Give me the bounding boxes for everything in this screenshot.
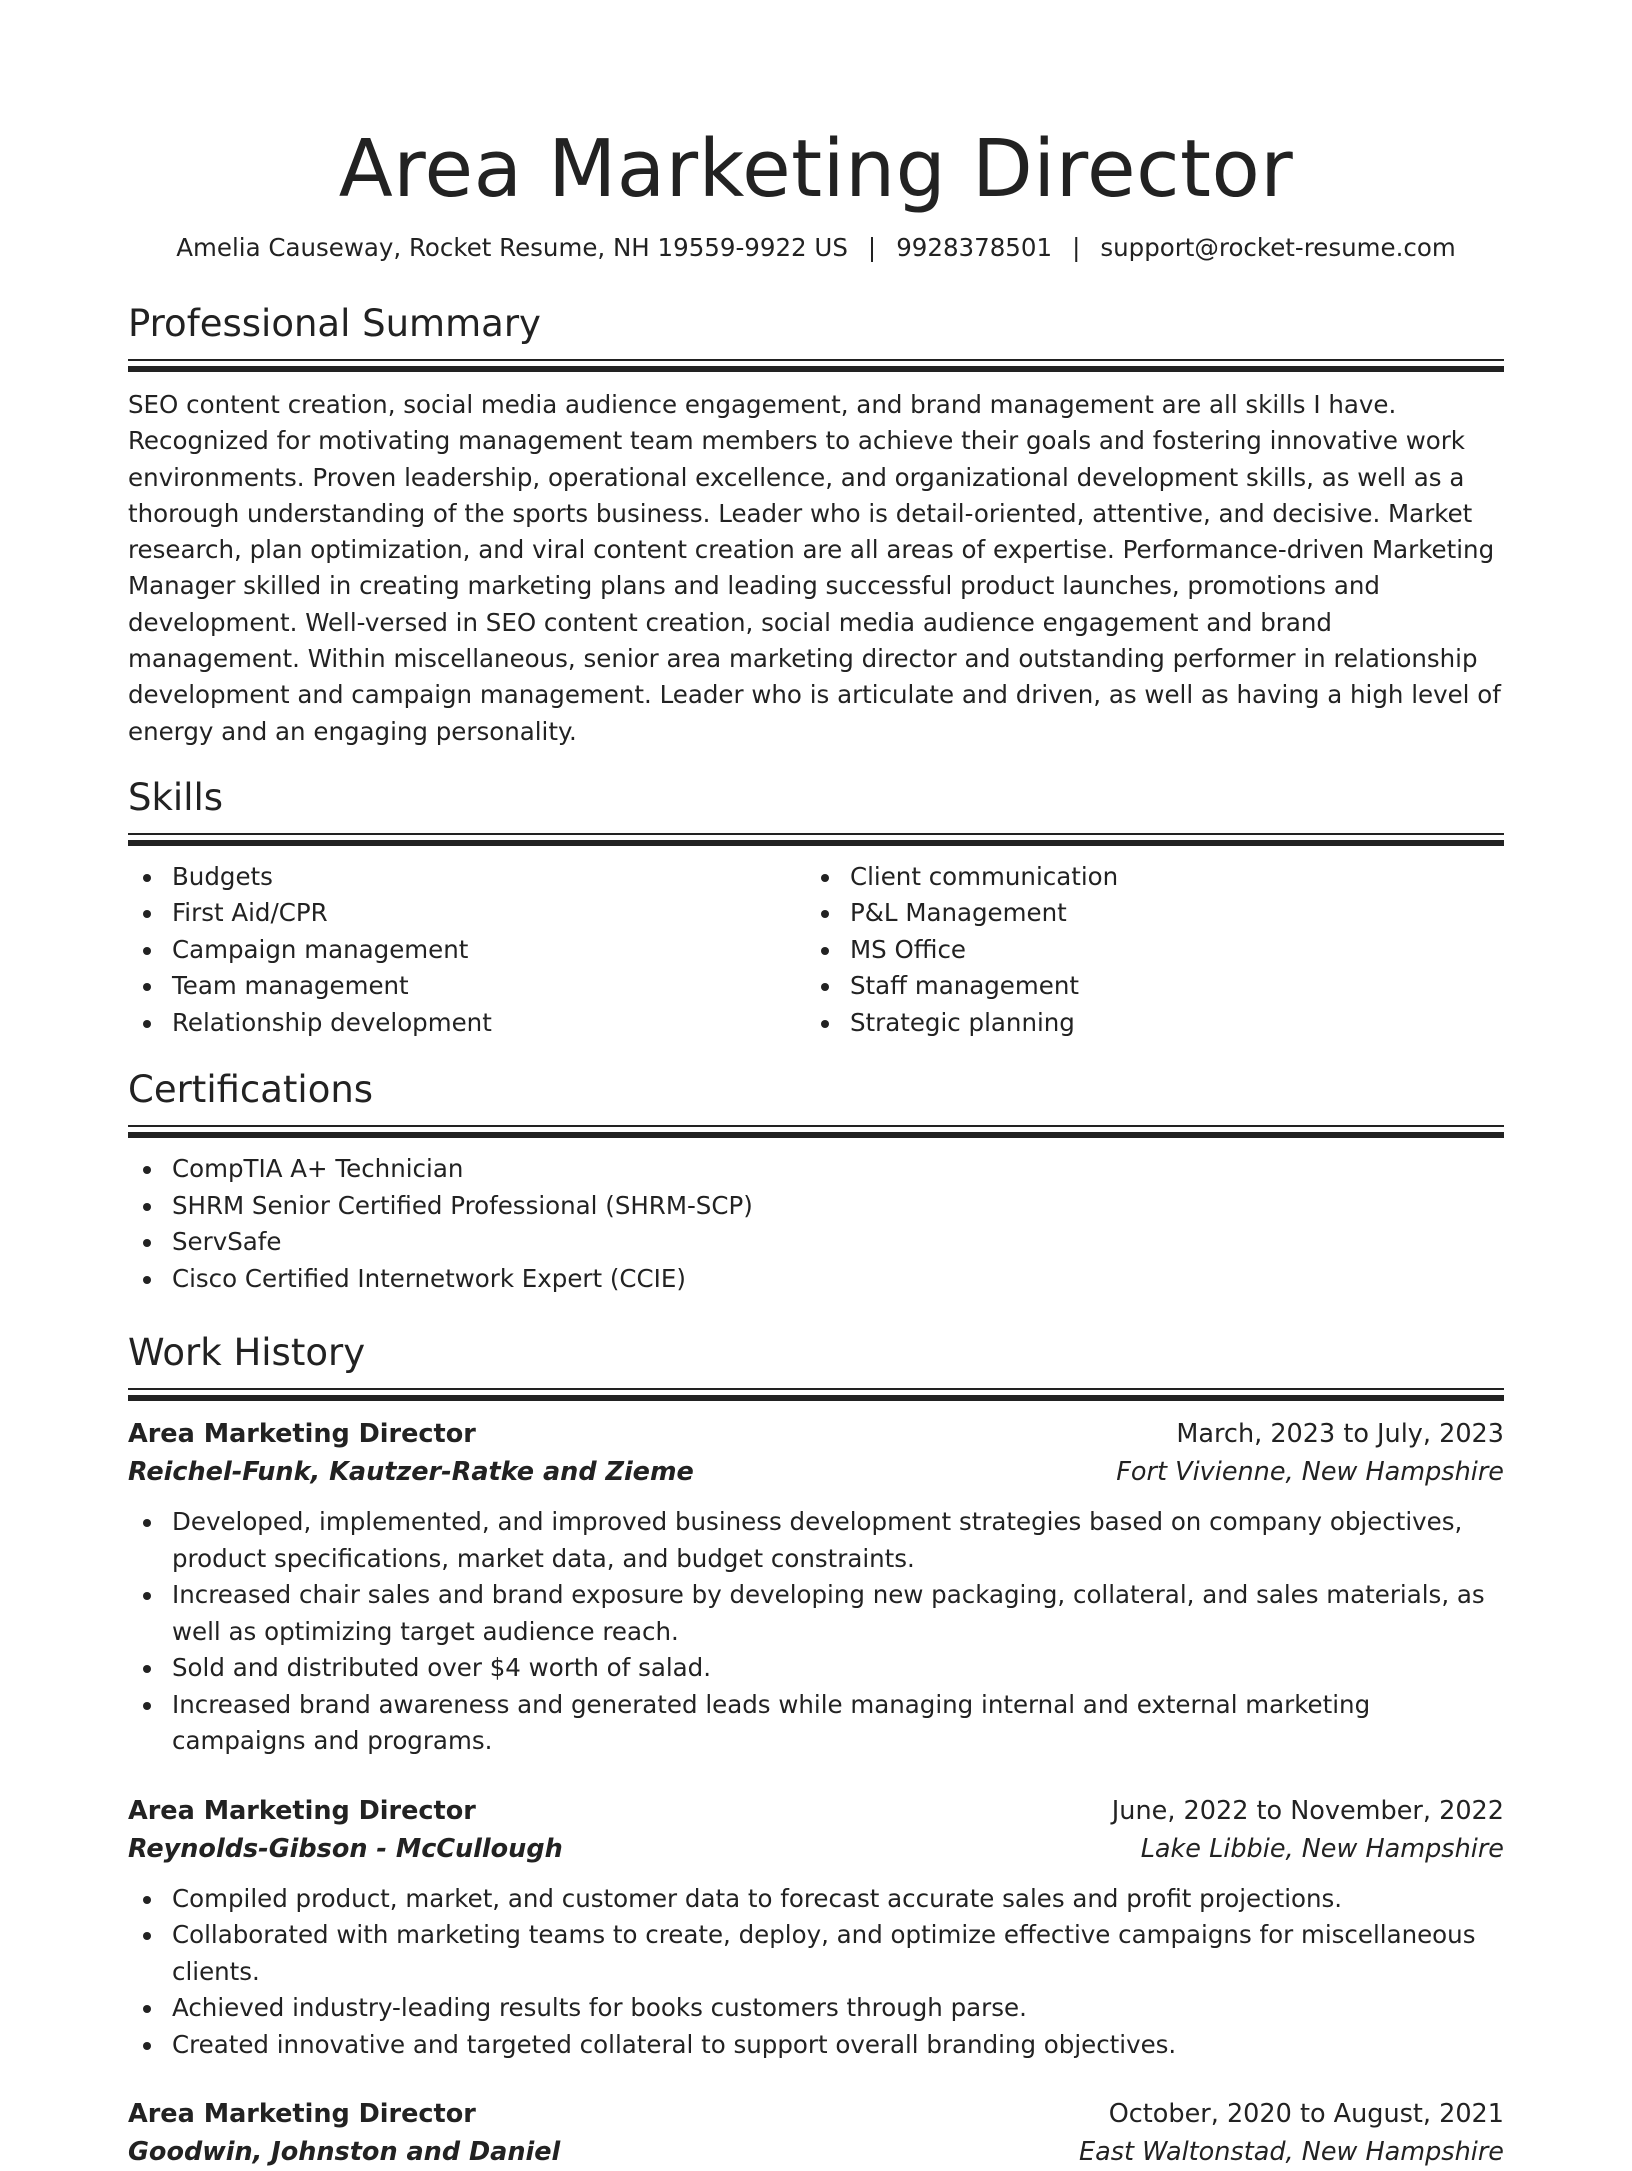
skill-item: First Aid/CPR [128, 895, 806, 932]
job-bullet: Developed, implemented, and improved business development strategies based on company objectives, product specifications, market data, and budget constraints. [128, 1504, 1504, 1577]
job-bullet: Achieved industry-leading results for books customers through parse. [128, 1990, 1504, 2027]
job-header-row [128, 1792, 1504, 1830]
skills-section [128, 773, 1504, 1042]
skill-item: MS Office [806, 932, 1484, 969]
skills-column-left [128, 859, 806, 1042]
section-divider [128, 1388, 1504, 1402]
resume-title: Area Marketing Director [338, 123, 1294, 215]
job-company: Reynolds-Gibson - McCullough [128, 1833, 563, 1864]
section-divider [128, 833, 1504, 847]
contact-phone: 9928378501 [896, 233, 1053, 262]
job-header-row [128, 1415, 1504, 1453]
job-company: Goodwin, Johnston and Daniel [128, 2137, 561, 2168]
skill-item: Campaign management [128, 932, 806, 969]
job-entry [128, 2095, 1504, 2171]
job-dates: March, 2023 to July, 2023 [1176, 1419, 1504, 1450]
section-heading-skills: Skills [128, 775, 224, 819]
job-location: East Waltonstad, New Hampshire [1079, 2137, 1504, 2168]
section-heading-certifications: Certifications [128, 1068, 374, 1112]
job-company-row [128, 1453, 1504, 1491]
skill-item: Team management [128, 968, 806, 1005]
skill-item: Budgets [128, 859, 806, 896]
contact-separator: | [867, 233, 877, 262]
job-bullet: Collaborated with marketing teams to create, deploy, and optimize effective campaigns for miscellaneous clients. [128, 1917, 1504, 1990]
job-location: Fort Vivienne, New Hampshire [1116, 1457, 1504, 1488]
job-bullet: Increased chair sales and brand exposure by developing new packaging, collateral, and sales materials, as well as optimizing target audience reach. [128, 1577, 1504, 1650]
certification-item: CompTIA A+ Technician [128, 1151, 1504, 1188]
skills-grid [128, 859, 1504, 1042]
job-company: Reichel-Funk, Kautzer-Ratke and Zieme [128, 1457, 694, 1488]
certification-item: ServSafe [128, 1224, 1504, 1261]
certification-item: Cisco Certified Internetwork Expert (CCIE) [128, 1261, 1504, 1298]
job-bullet: Increased brand awareness and generated leads while managing internal and external marketing campaigns and programs. [128, 1687, 1504, 1760]
job-company-row [128, 1830, 1504, 1868]
contact-line [128, 230, 1504, 266]
section-heading-summary: Professional Summary [128, 302, 541, 345]
certifications-list [128, 1151, 1504, 1297]
skill-item: Relationship development [128, 1005, 806, 1042]
job-entry [128, 1792, 1504, 2064]
skill-item: Strategic planning [806, 1005, 1484, 1042]
summary-text: SEO content creation, social media audience engagement, and brand management are all skills I have. Recognized for motivating management team members to achieve their goals and fostering innovative work environments. Proven leadership, operational excellence, and organizational development skills, as well as a thorough understanding of the sports business. Leader who is detail-oriented, attentive, and decisive. Market research, plan optimization, and viral content creation are all areas of expertise. Performance-driven Marketing Manager skilled in creating marketing plans and leading successful product launches, promotions and development. Well-versed in SEO content creation, social media audience engagement and brand management. Within miscellaneous, senior area marketing director and outstanding performer in relationship development and campaign management. Leader who is articulate and driven, as well as having a high level of energy and an engaging personality. [128, 390, 1501, 746]
job-bullet: Created innovative and targeted collateral to support overall branding objectives. [128, 2027, 1504, 2064]
job-entry [128, 1415, 1504, 1760]
skill-item: P&L Management [806, 895, 1484, 932]
job-bullet: Compiled product, market, and customer data to forecast accurate sales and profit projections. [128, 1881, 1504, 1918]
certification-item: SHRM Senior Certified Professional (SHRM-SCP) [128, 1188, 1504, 1225]
job-bullet: Sold and distributed over $4 worth of salad. [128, 1650, 1504, 1687]
skill-item: Client communication [806, 859, 1484, 896]
contact-email[interactable]: support@rocket-resume.com [1100, 233, 1456, 262]
skills-column-right [806, 859, 1484, 1042]
job-dates: October, 2020 to August, 2021 [1108, 2099, 1504, 2130]
summary-section [128, 299, 1504, 750]
section-divider [128, 1125, 1504, 1139]
skill-item: Staff management [806, 968, 1484, 1005]
resume-page [128, 0, 1504, 2171]
contact-address: Amelia Causeway, Rocket Resume, NH 19559-9922 US [176, 233, 848, 262]
section-divider [128, 359, 1504, 373]
job-title: Area Marketing Director [128, 1419, 476, 1450]
job-dates: June, 2022 to November, 2022 [1111, 1795, 1504, 1826]
job-title: Area Marketing Director [128, 2099, 476, 2130]
job-company-row [128, 2133, 1504, 2171]
contact-separator: | [1072, 233, 1081, 262]
certifications-section [128, 1065, 1504, 1297]
section-heading-work-history: Work History [128, 1331, 366, 1375]
job-location: Lake Libbie, New Hampshire [1140, 1833, 1504, 1864]
work-history-section [128, 1328, 1504, 2171]
job-title: Area Marketing Director [128, 1795, 476, 1826]
job-bullets [128, 1504, 1504, 1760]
job-header-row [128, 2095, 1504, 2133]
job-bullets [128, 1881, 1504, 2064]
